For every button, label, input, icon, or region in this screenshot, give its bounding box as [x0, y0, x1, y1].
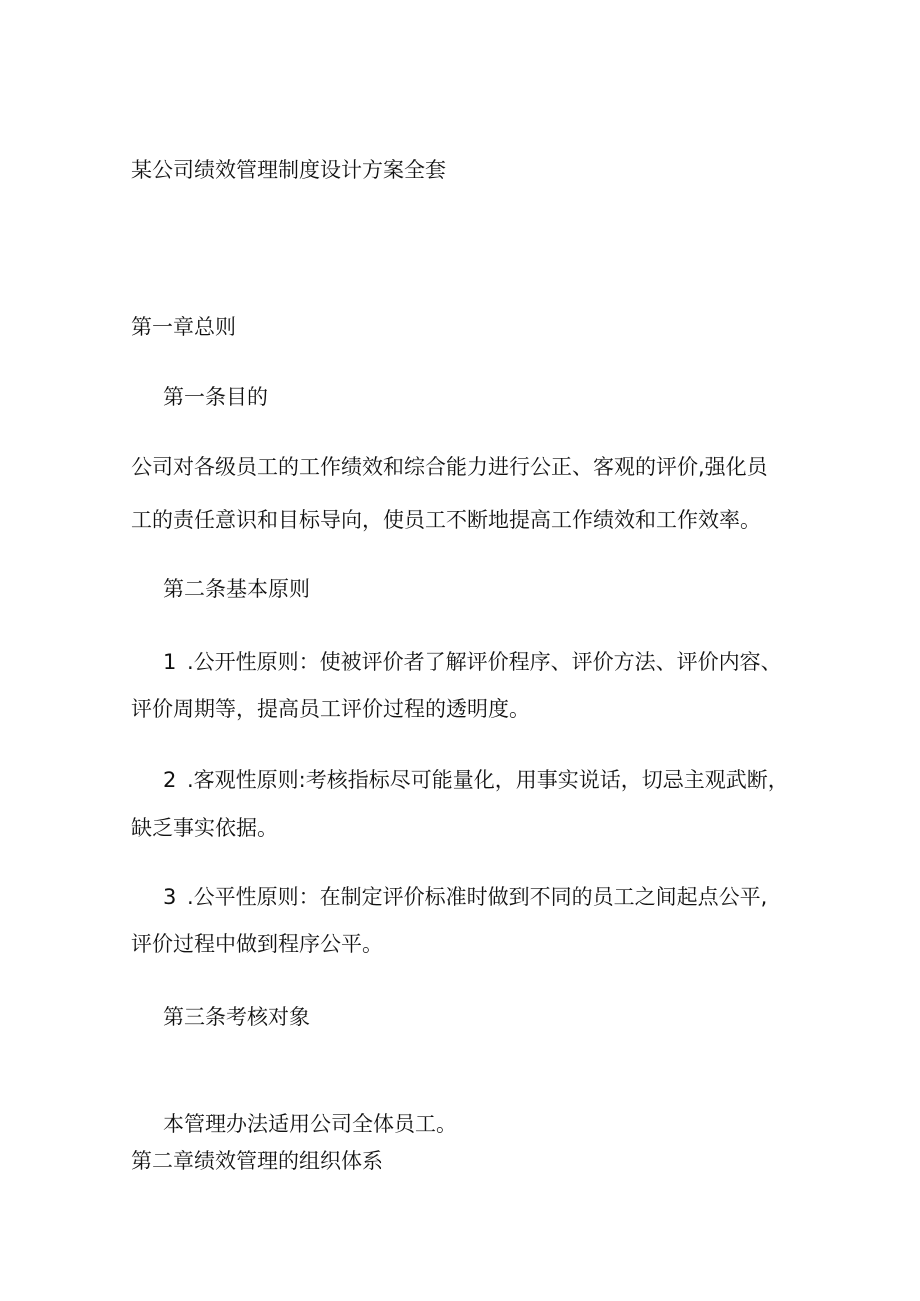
article-2-heading: 第二条基本原则: [163, 577, 310, 601]
principle-1-line-2: 评价周期等，提高员工评价过程的透明度。: [131, 697, 530, 721]
chapter-1-heading: 第一章总则: [131, 315, 236, 339]
principle-2-line-2: 缺乏事实依据。: [131, 816, 278, 840]
principle-3-text: .公平性原则：在制定评价标准时做到不同的员工之间起点公平,: [187, 885, 768, 909]
principle-3-line-1: [163, 882, 767, 912]
article-1-text-line-1: 公司对各级员工的工作绩效和综合能力进行公正、客观的评价,强化员: [131, 455, 768, 479]
principle-2-text: .客观性原则:考核指标尽可能量化，用事实说话，切忌主观武断，: [187, 768, 789, 792]
principle-3-number: 3: [163, 885, 177, 909]
principle-1-line-1: [163, 647, 782, 677]
principle-1-number: 1: [163, 650, 177, 674]
document-title: 某公司绩效管理制度设计方案全套: [131, 158, 446, 182]
principle-1-text: .公开性原则：使被评价者了解评价程序、评价方法、评价内容、: [187, 650, 782, 674]
article-3-text: 本管理办法适用公司全体员工。: [163, 1112, 457, 1136]
article-1-text-line-2: 工的责任意识和目标导向，使员工不断地提高工作绩效和工作效率。: [131, 508, 761, 532]
principle-2-line-1: [163, 765, 789, 795]
principle-3-line-2: 评价过程中做到程序公平。: [131, 932, 383, 956]
principle-2-number: 2: [163, 768, 177, 792]
article-1-heading: 第一条目的: [163, 385, 268, 409]
chapter-2-heading: 第二章绩效管理的组织体系: [131, 1149, 383, 1173]
article-3-heading: 第三条考核对象: [163, 1005, 310, 1029]
